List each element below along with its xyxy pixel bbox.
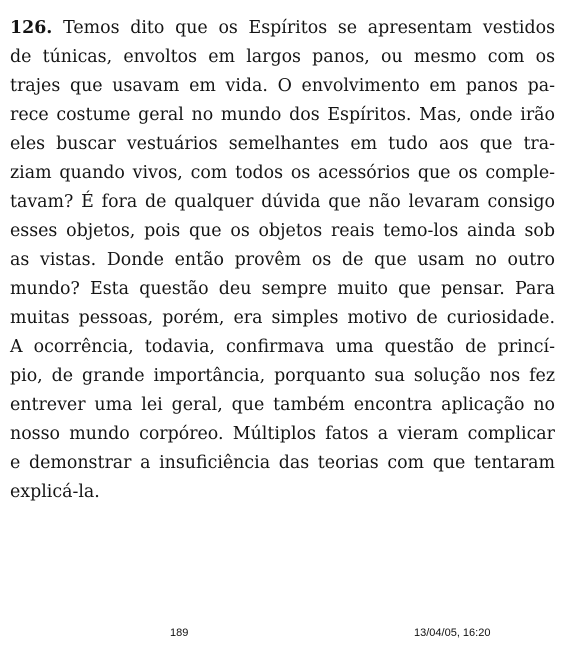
paragraph-line-text: Temos dito que os Espíritos se apresentam vestidos [52,18,555,38]
paragraph-line: mundo? Esta questão deu sempre muito que pensar. Para [10,279,555,299]
paragraph-line: e demonstrar a insuficiência das teorias com que tentaram [10,453,555,473]
paragraph-line: rece costume geral no mundo dos Espíritos. Mas, onde irão [10,105,555,125]
footer-page-number: 189 [170,627,189,639]
paragraph-line: explicá-la. [10,482,100,502]
paragraph-line: ziam quando vivos, com todos os acessórios que os comple- [10,163,555,183]
paragraph-line: pio, de grande importância, porquanto sua solução nos fez [10,366,555,386]
paragraph-line: trajes que usavam em vida. O envolvimento em panos pa- [10,76,555,96]
paragraph-line: tavam? É fora de qualquer dúvida que não levaram consigo [10,192,555,212]
paragraph-line: muitas pessoas, porém, era simples motivo de curiosidade. [10,308,555,328]
paragraph-line: de túnicas, envoltos em largos panos, ou mesmo com os [10,47,555,67]
paragraph-126 [10,14,555,507]
paragraph-line: eles buscar vestuários semelhantes em tudo aos que tra- [10,134,555,154]
paragraph-line: as vistas. Donde então provêm os de que usam no outro [10,250,555,270]
paragraph-line: entrever uma lei geral, que também encontra aplicação no [10,395,555,415]
paragraph-line: esses objetos, pois que os objetos reais temo-los ainda sob [10,221,555,241]
paragraph-line [10,14,555,43]
paragraph-line: A ocorrência, todavia, confirmava uma questão de princí- [10,337,555,357]
footer-timestamp: 13/04/05, 16:20 [414,627,491,639]
paragraph-line: nosso mundo corpóreo. Múltiplos fatos a vieram complicar [10,424,555,444]
paragraph-number: 126. [10,18,53,38]
